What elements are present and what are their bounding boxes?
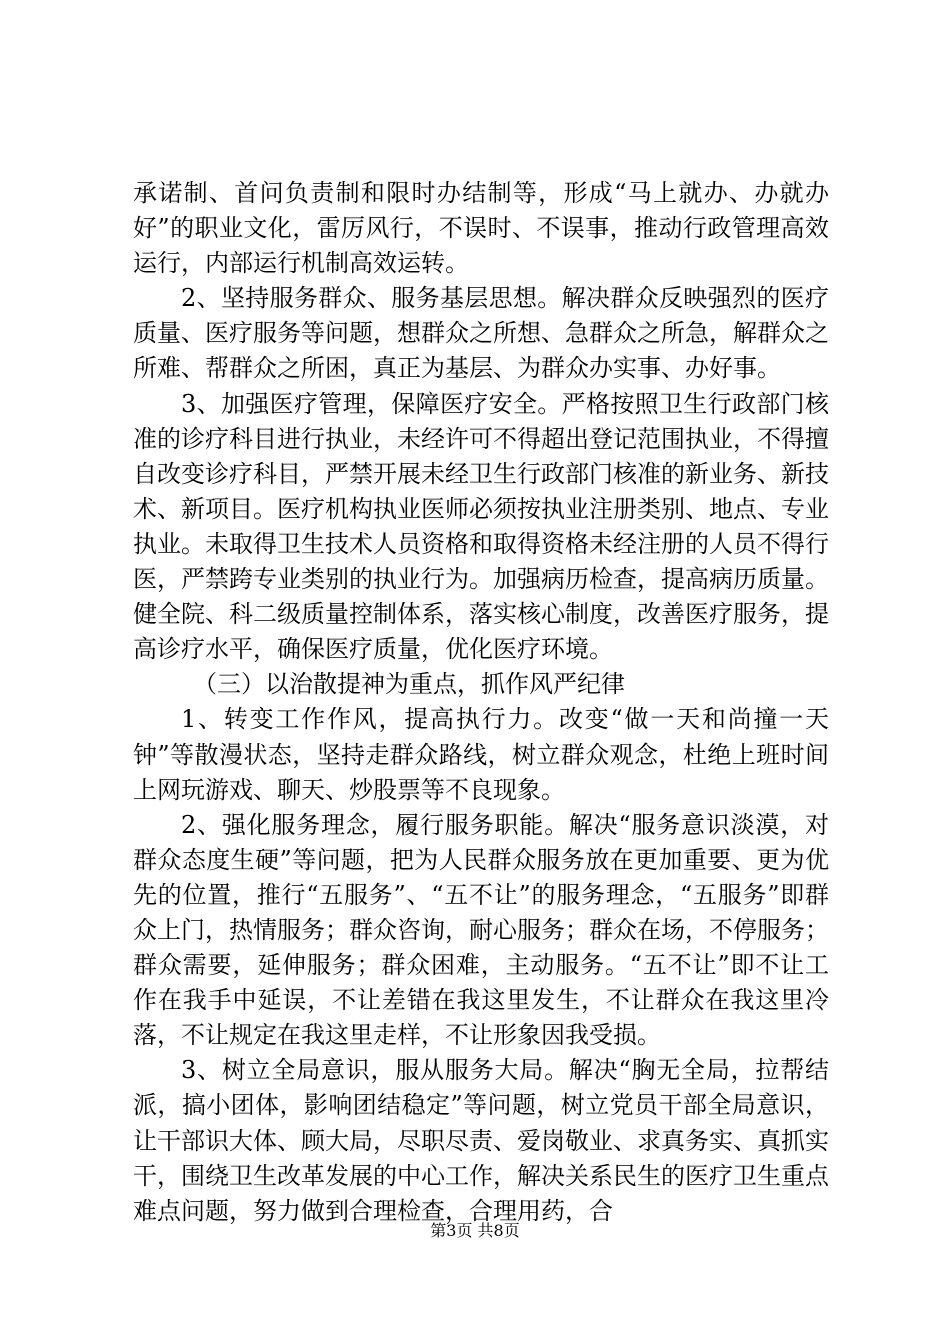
paragraph-item-2-service: 2、坚持服务群众、服务基层思想。解决群众反映强烈的医疗质量、医疗服务等问题，想群众之所想、急群众之所急，解群众之所难、帮群众之所困，真正为基层、为群众办实事、办好事。 <box>133 284 829 383</box>
page-number-footer: 第3页 共8页 <box>430 1221 520 1240</box>
paragraph-item-3-medical-management: 3、加强医疗管理，保障医疗安全。严格按照卫生行政部门核准的诊疗科目进行执业，未经许可不得超出登记范围执业，不得擅自改变诊疗科目，严禁开展未经卫生行政部门核准的新业务、新技术、新项目。医疗机构执业医师必须按执业注册类别、地点、专业执业。未取得卫生技术人员资格和取得资格未经注册的人员不得行医，严禁跨专业类别的执业行为。加强病历检查，提高病历质量。健全院、科二级质量控制体系，落实核心制度，改善医疗服务，提高诊疗水平，确保医疗质量，优化医疗环境。 <box>133 389 829 664</box>
document-body <box>133 176 829 1229</box>
paragraph-item-2-service-concept: 2、强化服务理念，履行服务职能。解决“服务意识淡漠，对群众态度生硬”等问题，把为人民群众服务放在更加重要、更为优先的位置，推行“五服务”、“五不让”的服务理念，“五服务”即群众上门，热情服务；群众咨询，耐心服务；群众在场，不停服务；群众需要，延伸服务；群众困难，主动服务。“五不让”即不让工作在我手中延误，不让差错在我这里发生，不让群众在我这里冷落，不让规定在我这里走样，不让形象因我受损。 <box>133 810 829 1050</box>
paragraph-item-3-overall-awareness: 3、树立全局意识，服从服务大局。解决“胸无全局，拉帮结派，搞小团体，影响团结稳定”等问题，树立党员干部全局意识，让干部识大体、顾大局，尽职尽责、爱岗敬业、求真务实、真抓实干，围绕卫生改革发展的中心工作，解决关系民生的医疗卫生重点难点问题，努力做到合理检查，合理用药，合 <box>133 1056 829 1225</box>
paragraph-item-1-work-style: 1、转变工作作风，提高执行力。改变“做一天和尚撞一天钟”等散漫状态，坚持走群众路线，树立群众观念，杜绝上班时间上网玩游戏、聊天、炒股票等不良现象。 <box>133 705 829 804</box>
section-heading-3: （三）以治散提神为重点，抓作风严纪律 <box>193 670 625 699</box>
paragraph-continuation: 承诺制、首问负责制和限时办结制等，形成“马上就办、办就办好”的职业文化，雷厉风行，不误时、不误事，推动行政管理高效运行，内部运行机制高效运转。 <box>133 179 829 278</box>
